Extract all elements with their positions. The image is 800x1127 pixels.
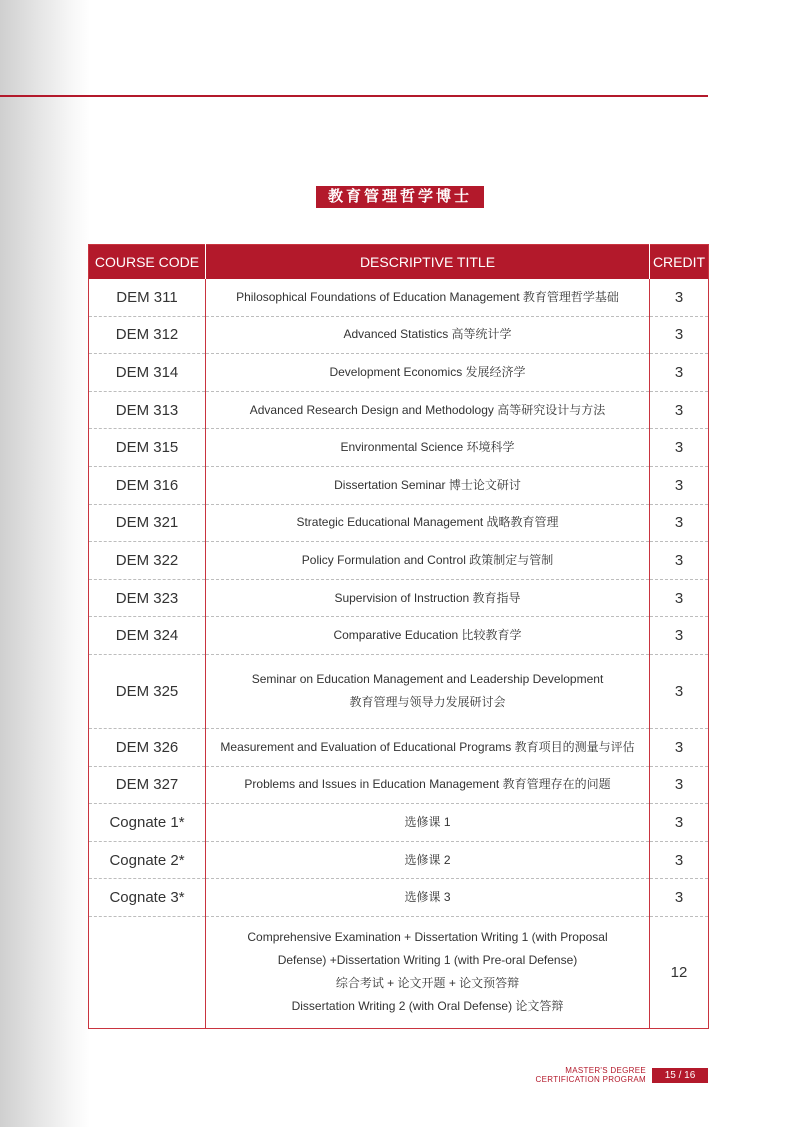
course-title [206, 466, 650, 504]
course-code: DEM 315 [89, 429, 206, 467]
course-code: DEM 316 [89, 466, 206, 504]
course-title [206, 879, 650, 917]
course-title-line: Development Economics 发展经济学 [329, 364, 526, 379]
course-title-line: Comprehensive Examination + Dissertation Writing 1 (with Proposal [247, 930, 608, 945]
course-title-line: Strategic Educational Management 战略教育管理 [296, 515, 559, 530]
course-title-line: Advanced Research Design and Methodology 高等研究设计与方法 [249, 402, 606, 417]
footer-line-2: CERTIFICATION PROGRAM [535, 1075, 646, 1084]
course-credit: 3 [650, 316, 709, 354]
course-code: DEM 314 [89, 354, 206, 392]
course-title [206, 804, 650, 842]
table-row [89, 654, 709, 728]
course-title-line: Policy Formulation and Control 政策制定与管制 [301, 552, 554, 567]
course-code: DEM 313 [89, 391, 206, 429]
course-title-line: Problems and Issues in Education Management 教育管理存在的问题 [244, 777, 611, 792]
course-code: DEM 312 [89, 316, 206, 354]
title-wrap [0, 186, 800, 208]
header-rule [0, 95, 708, 97]
course-code: DEM 324 [89, 617, 206, 655]
course-title-line: Defense) +Dissertation Writing 1 (with Pre-oral Defense) [277, 953, 578, 968]
page-footer [500, 1066, 708, 1086]
course-code: Cognate 2* [89, 841, 206, 879]
course-title [206, 617, 650, 655]
table-row [89, 504, 709, 542]
course-credit: 3 [650, 766, 709, 804]
course-title [206, 354, 650, 392]
course-code: DEM 311 [89, 279, 206, 316]
table-row [89, 766, 709, 804]
table-row [89, 429, 709, 467]
course-title-line: 选修课 3 [404, 890, 451, 905]
table-row [89, 728, 709, 766]
course-title-line: Environmental Science 环境科学 [340, 440, 515, 455]
course-credit: 3 [650, 279, 709, 316]
course-credit: 3 [650, 354, 709, 392]
course-title [206, 916, 650, 1028]
course-title-line: Supervision of Instruction 教育指导 [334, 590, 521, 605]
table-row [89, 316, 709, 354]
course-title [206, 841, 650, 879]
course-title [206, 279, 650, 316]
course-credit: 3 [650, 879, 709, 917]
course-title [206, 579, 650, 617]
course-title-line: Dissertation Seminar 博士论文研讨 [334, 477, 521, 492]
course-code: DEM 321 [89, 504, 206, 542]
course-table [88, 244, 709, 1029]
table-row [89, 617, 709, 655]
course-title [206, 504, 650, 542]
course-title [206, 542, 650, 580]
header-descriptive-title: DESCRIPTIVE TITLE [206, 245, 650, 280]
course-credit: 12 [650, 916, 709, 1028]
course-code: DEM 327 [89, 766, 206, 804]
page-title: 教育管理哲学博士 [316, 186, 484, 208]
table-row [89, 916, 709, 1028]
table-row [89, 542, 709, 580]
course-title-line: Philosophical Foundations of Education Management 教育管理哲学基础 [236, 289, 619, 304]
course-title-line: Comparative Education 比较教育学 [333, 628, 522, 643]
course-code: Cognate 3* [89, 879, 206, 917]
course-credit: 3 [650, 617, 709, 655]
course-credit: 3 [650, 728, 709, 766]
course-title-line: 选修课 1 [404, 814, 451, 829]
course-credit: 3 [650, 542, 709, 580]
course-title [206, 316, 650, 354]
table-row [89, 354, 709, 392]
page-number: 15 / 16 [652, 1068, 708, 1083]
course-title [206, 654, 650, 728]
course-credit: 3 [650, 466, 709, 504]
course-code: DEM 325 [89, 654, 206, 728]
course-title [206, 429, 650, 467]
course-title [206, 728, 650, 766]
course-title-line: 选修课 2 [404, 852, 451, 867]
table-row [89, 391, 709, 429]
course-title [206, 766, 650, 804]
footer-program-name [536, 1066, 646, 1084]
course-code: DEM 322 [89, 542, 206, 580]
course-code: DEM 323 [89, 579, 206, 617]
course-title-line: Seminar on Education Management and Leadership Development [251, 672, 604, 687]
course-title-line: Advanced Statistics 高等统计学 [343, 327, 512, 342]
page-side-shade [0, 0, 90, 1127]
course-title [206, 391, 650, 429]
course-code: Cognate 1* [89, 804, 206, 842]
course-title-line: Measurement and Evaluation of Educational Programs 教育项目的测量与评估 [220, 739, 635, 754]
course-credit: 3 [650, 391, 709, 429]
course-credit: 3 [650, 841, 709, 879]
course-credit: 3 [650, 654, 709, 728]
header-course-code: COURSE CODE [89, 245, 206, 280]
course-credit: 3 [650, 579, 709, 617]
table-row [89, 579, 709, 617]
course-credit: 3 [650, 804, 709, 842]
table-row [89, 804, 709, 842]
course-title-line: 综合考试 + 论文开题 + 论文预答辩 [335, 976, 520, 991]
course-title-line: Dissertation Writing 2 (with Oral Defense) 论文答辩 [291, 999, 564, 1014]
header-credit: CREDIT [650, 245, 709, 280]
table-row [89, 879, 709, 917]
course-credit: 3 [650, 504, 709, 542]
course-credit: 3 [650, 429, 709, 467]
table-header-row [89, 245, 709, 280]
table-row [89, 841, 709, 879]
course-title-line: 教育管理与领导力发展研讨会 [349, 695, 506, 710]
table-row [89, 279, 709, 316]
footer-line-1: MASTER'S DEGREE [565, 1066, 646, 1075]
course-code [89, 916, 206, 1028]
course-code: DEM 326 [89, 728, 206, 766]
table-row [89, 466, 709, 504]
